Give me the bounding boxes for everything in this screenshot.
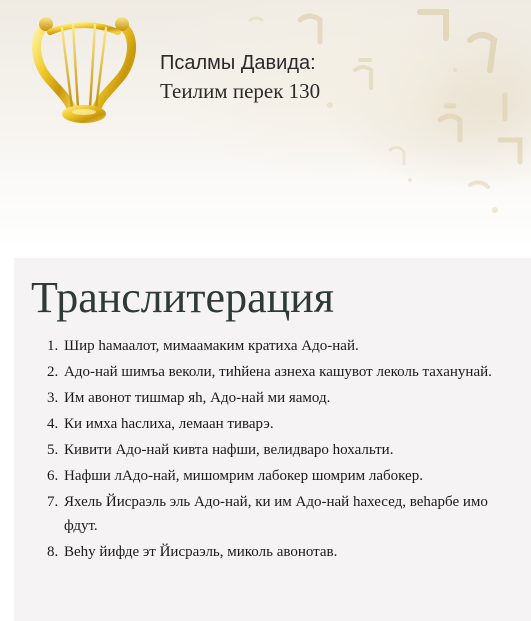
list-item-text: Ки имха hаслиха, лемаан тиварэ. [64,416,274,432]
list-item [24,438,519,462]
list-item-number: 7. [47,494,59,510]
header-banner [0,0,531,250]
list-item-number: 5. [47,442,59,458]
list-item-number: 2. [47,364,59,380]
transliteration-card [14,258,531,621]
list-item-number: 8. [47,544,59,560]
list-item-text: Веhу йифде эт Йисраэль, миколь авонотав. [64,544,338,560]
list-item-text: Адо-най шимъа веколи, тиhйена азнеха кашувот леколь таханунай. [64,364,492,380]
list-item [24,464,519,488]
list-item-text: Кивити Адо-най кивта нафши, велидваро hохальти. [64,442,394,458]
list-item-number: 6. [47,468,59,484]
golden-lyre-icon [28,6,140,130]
list-item-number: 1. [47,338,59,354]
list-item [24,540,519,564]
list-item [24,412,519,436]
list-item [24,490,519,538]
list-item-text: Нафши лАдо-най, мишомрим лабокер шомрим лабокер. [64,468,423,484]
list-item-text: Шир hамаалот, мимаамаким кратиха Адо-най. [64,338,359,354]
list-item [24,386,519,410]
header-titles [160,50,320,104]
list-item-text: Яхель Йисраэль эль Адо-най, ки им Адо-най hахесед, веhарбе имо фдут. [64,494,488,534]
list-item-number: 4. [47,416,59,432]
page-title: Псалмы Давида: [160,52,316,74]
transliteration-list [24,334,519,566]
list-item [24,334,519,358]
section-heading: Транслитерация [31,273,334,322]
page-subtitle: Теилим перек 130 [160,79,321,103]
list-item-text: Им авонот тишмар яh, Адо-най ми яамод. [64,390,331,406]
list-item-number: 3. [47,390,59,406]
list-item [24,360,519,384]
